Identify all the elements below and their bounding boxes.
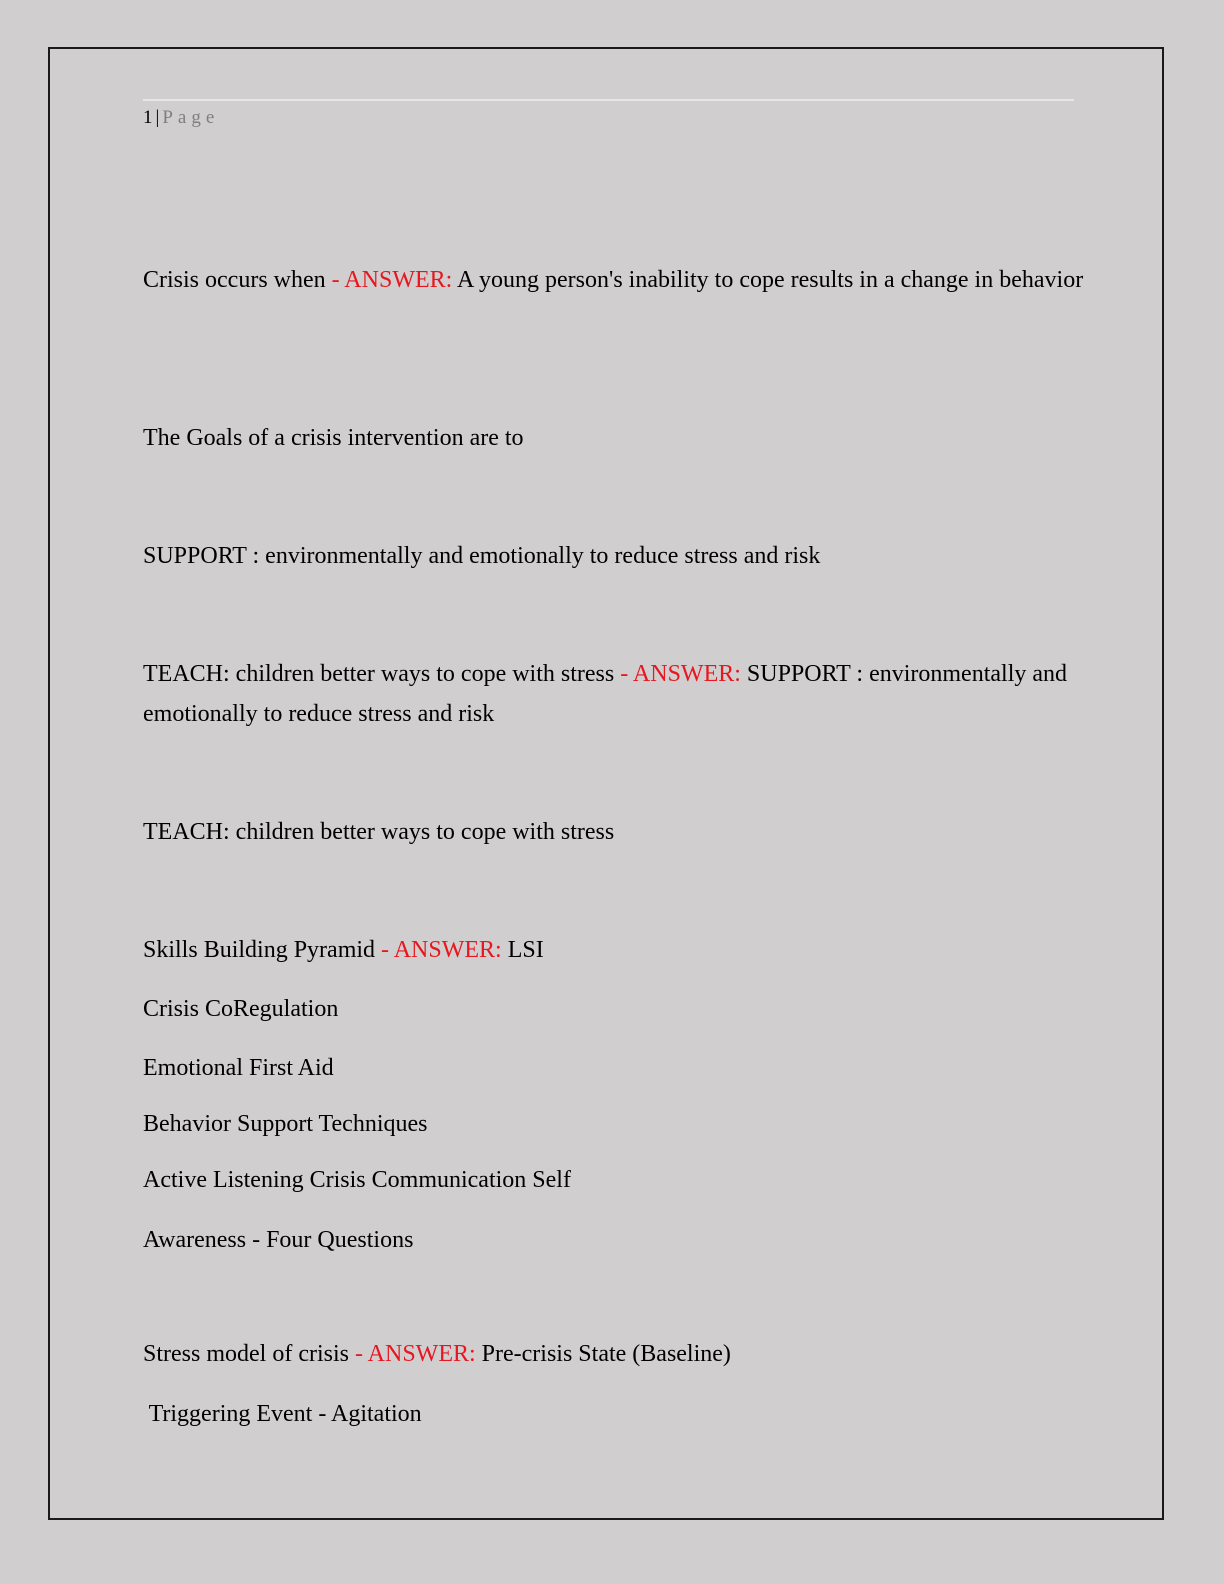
text-entry <box>143 1048 1093 1088</box>
question-text: Skills Building Pyramid <box>143 937 376 963</box>
entry-text: Triggering Event - Agitation <box>143 1401 422 1427</box>
entry-text: The Goals of a crisis intervention are to <box>143 425 524 451</box>
text-entry <box>143 1220 1093 1260</box>
text-entry <box>143 1160 1093 1200</box>
qa-entry <box>143 654 1093 734</box>
text-entry <box>143 418 1093 458</box>
page-number: 1 <box>143 107 153 128</box>
page-label: Page <box>162 107 220 128</box>
qa-entry <box>143 260 1093 300</box>
text-entry <box>143 1104 1093 1144</box>
text-entry <box>143 1394 1093 1434</box>
page-header <box>143 107 219 129</box>
answer-tag: - ANSWER: <box>620 661 741 687</box>
page-separator: | <box>155 107 160 128</box>
answer-tag: - ANSWER: <box>331 267 453 293</box>
qa-entry <box>143 1334 1093 1374</box>
entry-text: Emotional First Aid <box>143 1055 334 1081</box>
entry-text: TEACH: children better ways to cope with stress <box>143 819 615 845</box>
header-rule <box>143 99 1074 101</box>
answer-tag: - ANSWER: <box>354 1341 476 1367</box>
text-entry <box>143 989 1093 1029</box>
qa-entry <box>143 930 1093 970</box>
entry-text: Behavior Support Techniques <box>143 1111 428 1137</box>
entry-text: Awareness - Four Questions <box>143 1227 414 1253</box>
question-text: Stress model of crisis <box>143 1341 349 1367</box>
answer-text: A young person's inability to cope results in a change in behavior <box>457 267 1084 293</box>
question-text: Crisis occurs when <box>143 267 326 293</box>
question-text: TEACH: children better ways to cope with stress <box>143 661 615 687</box>
entry-text: SUPPORT : environmentally and emotionally to reduce stress and risk <box>143 543 821 569</box>
answer-tag: - ANSWER: <box>381 937 502 963</box>
text-entry <box>143 536 1093 576</box>
entry-text: Crisis CoRegulation <box>143 996 339 1022</box>
answer-text: SUPPORT : environmentally and emotionally to reduce stress and risk <box>143 661 1068 727</box>
answer-text: Pre-crisis State (Baseline) <box>481 1341 731 1367</box>
entry-text: Active Listening Crisis Communication Self <box>143 1167 571 1193</box>
answer-text: LSI <box>507 937 544 963</box>
text-entry <box>143 812 1093 852</box>
